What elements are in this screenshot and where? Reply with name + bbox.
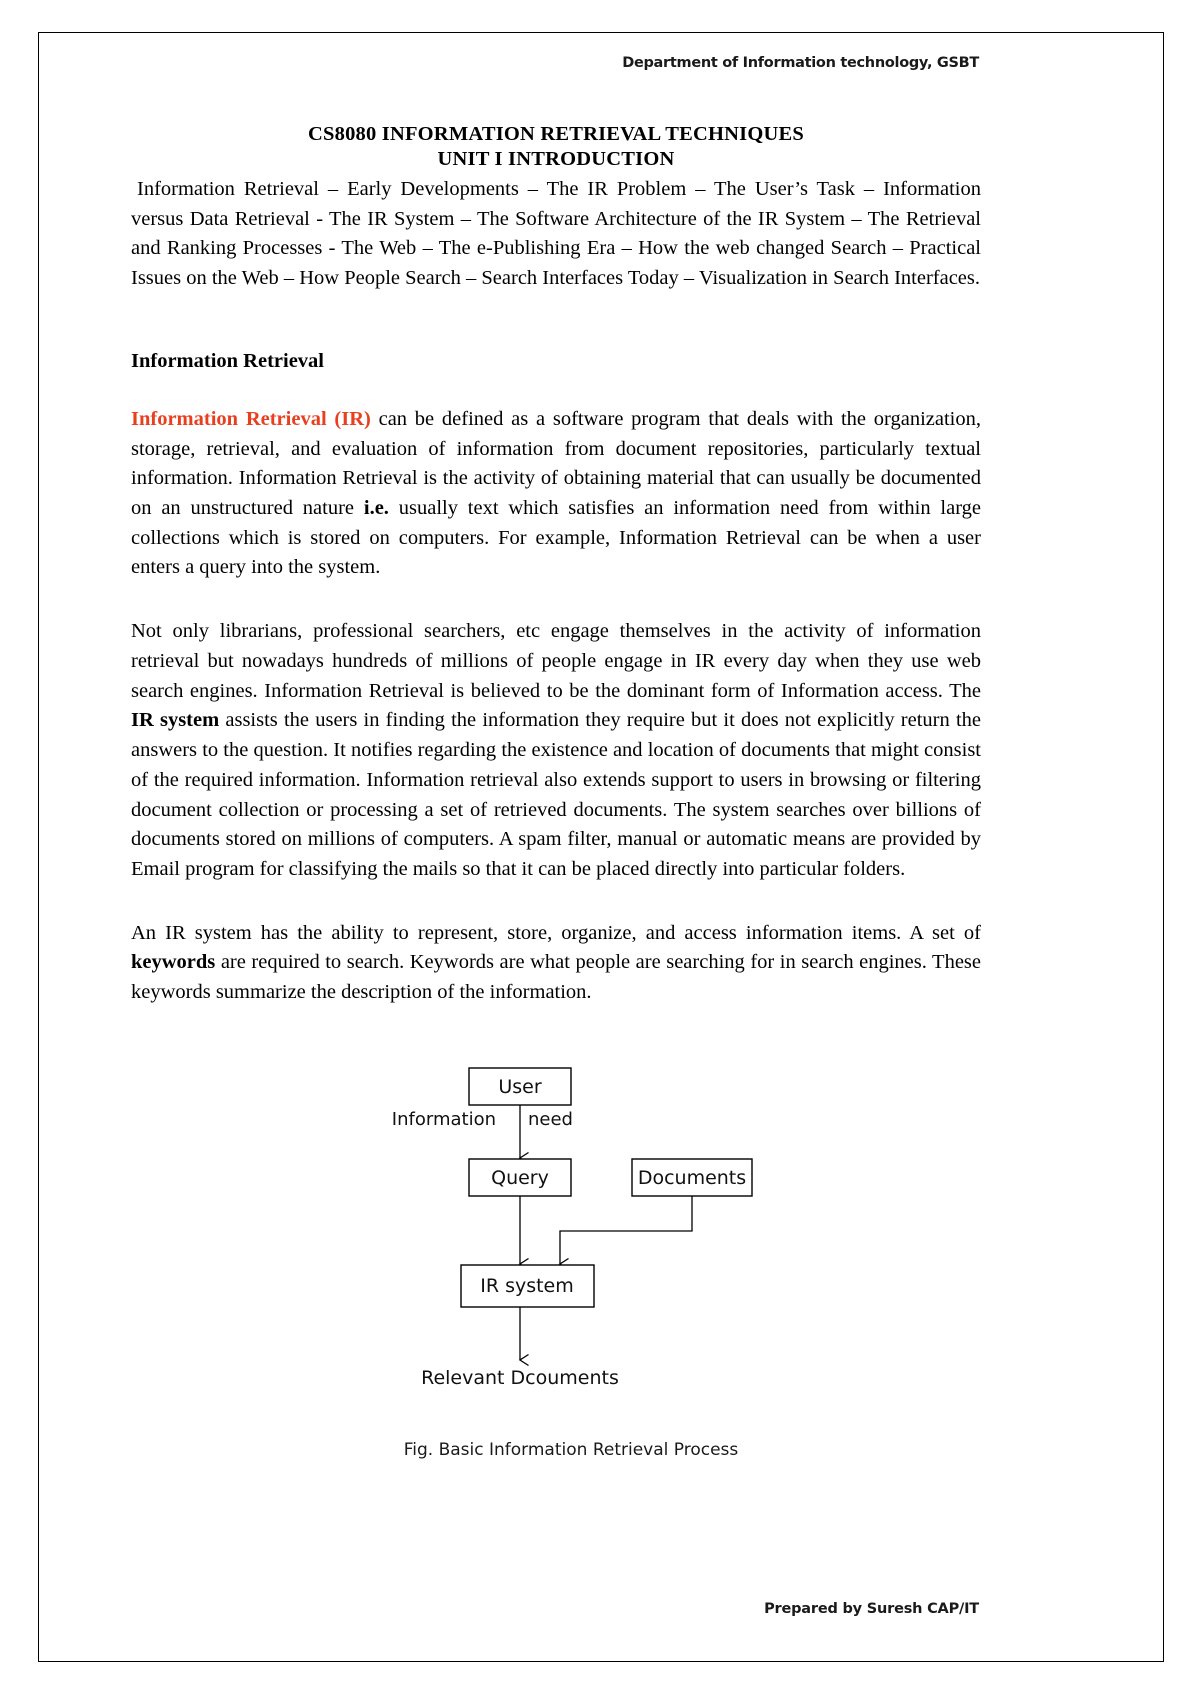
paragraph-ir-usage-part-b: assists the users in finding the information they require but it does not explicitly return the answers to the question. It notifies regarding the existence and location of documents that might consist of the required information. Information retrieval also extends support to users in browsing or filtering document collection or processing a set of retrieved documents. The system searches over billions of documents stored on millions of computers. A spam filter, manual or automatic means are provided by Email program for classifying the mails so that it can be placed directly into particular folders.	[131, 709, 981, 880]
flow-node-user-label: User	[498, 1075, 542, 1098]
edge-label-information-need-left: Information	[391, 1108, 496, 1130]
syllabus-text: Information Retrieval – Early Developments – The IR Problem – The User’s Task – Information versus Data Retrieval - The IR System – The Software Architecture of the IR System – The Retrieval and Ranking Processes - The Web – The e-Publishing Era – How the web changed Search – Practical Issues on the Web – How People Search – Search Interfaces Today – Visualization in Search Interfaces.	[131, 178, 981, 290]
paragraph-keywords-emphasis: keywords	[131, 951, 216, 974]
edge-label-information-need-right: need	[528, 1108, 573, 1130]
flow-node-query-label: Query	[491, 1166, 549, 1189]
flow-node-user	[469, 1068, 571, 1105]
paragraph-keywords	[131, 919, 981, 1008]
paragraph-definition-part-a: can be defined as a software program that deals with the organization, storage, retrieval, and evaluation of information from document repositories, particularly textual information. Information Retrieval is the activity of obtaining material that can usually be documented on an unstructured nature	[131, 407, 981, 520]
document-page	[38, 32, 1164, 1662]
flow-node-documents	[632, 1159, 752, 1196]
unit-title: UNIT I INTRODUCTION	[437, 148, 675, 170]
paragraph-definition-part-b: usually text which satisfies an information need from within large collections which is stored on computers. For example, Information Retrieval can be when a user enters a query into the system.	[131, 497, 981, 579]
flow-node-ir-system	[461, 1265, 594, 1307]
document-footer: Prepared by Suresh CAP/IT	[764, 1601, 979, 1617]
flow-node-query	[469, 1159, 571, 1196]
document-header: Department of Information technology, GSBT	[622, 55, 979, 71]
figure-caption: Fig. Basic Information Retrieval Process	[403, 1439, 739, 1460]
flowchart-svg	[131, 1054, 981, 1434]
paragraph-ir-usage-part-a: Not only librarians, professional searchers, etc engage themselves in the activity of information retrieval but nowadays hundreds of millions of people engage in IR every day when they use web search engines. Information Retrieval is believed to be the dominant form of Information access. The	[131, 620, 981, 702]
flow-node-documents-label: Documents	[637, 1166, 747, 1189]
section-heading-information-retrieval: Information Retrieval	[131, 349, 324, 372]
course-title: CS8080 INFORMATION RETRIEVAL TECHNIQUES	[308, 123, 804, 145]
paragraph-definition	[131, 405, 981, 583]
flow-node-output-label: Relevant Dcouments	[421, 1366, 619, 1389]
paragraph-definition-emphasis: i.e.	[363, 497, 389, 520]
paragraph-ir-usage	[131, 617, 981, 884]
paragraph-keywords-part-b: are required to search. Keywords are what people are searching for in search engines. These keywords summarize the description of the information.	[131, 951, 981, 1004]
accent-term-ir: Information Retrieval (IR)	[131, 407, 371, 430]
paragraph-keywords-part-a: An IR system has the ability to represent, store, organize, and access information items. A set of	[131, 921, 981, 944]
paragraph-ir-usage-emphasis: IR system	[131, 709, 220, 732]
edge-documents-to-ir-system	[560, 1196, 692, 1264]
ir-process-flowchart	[131, 1054, 981, 1474]
page-content-area	[131, 55, 981, 1635]
flow-node-ir-system-label: IR system	[480, 1274, 574, 1297]
